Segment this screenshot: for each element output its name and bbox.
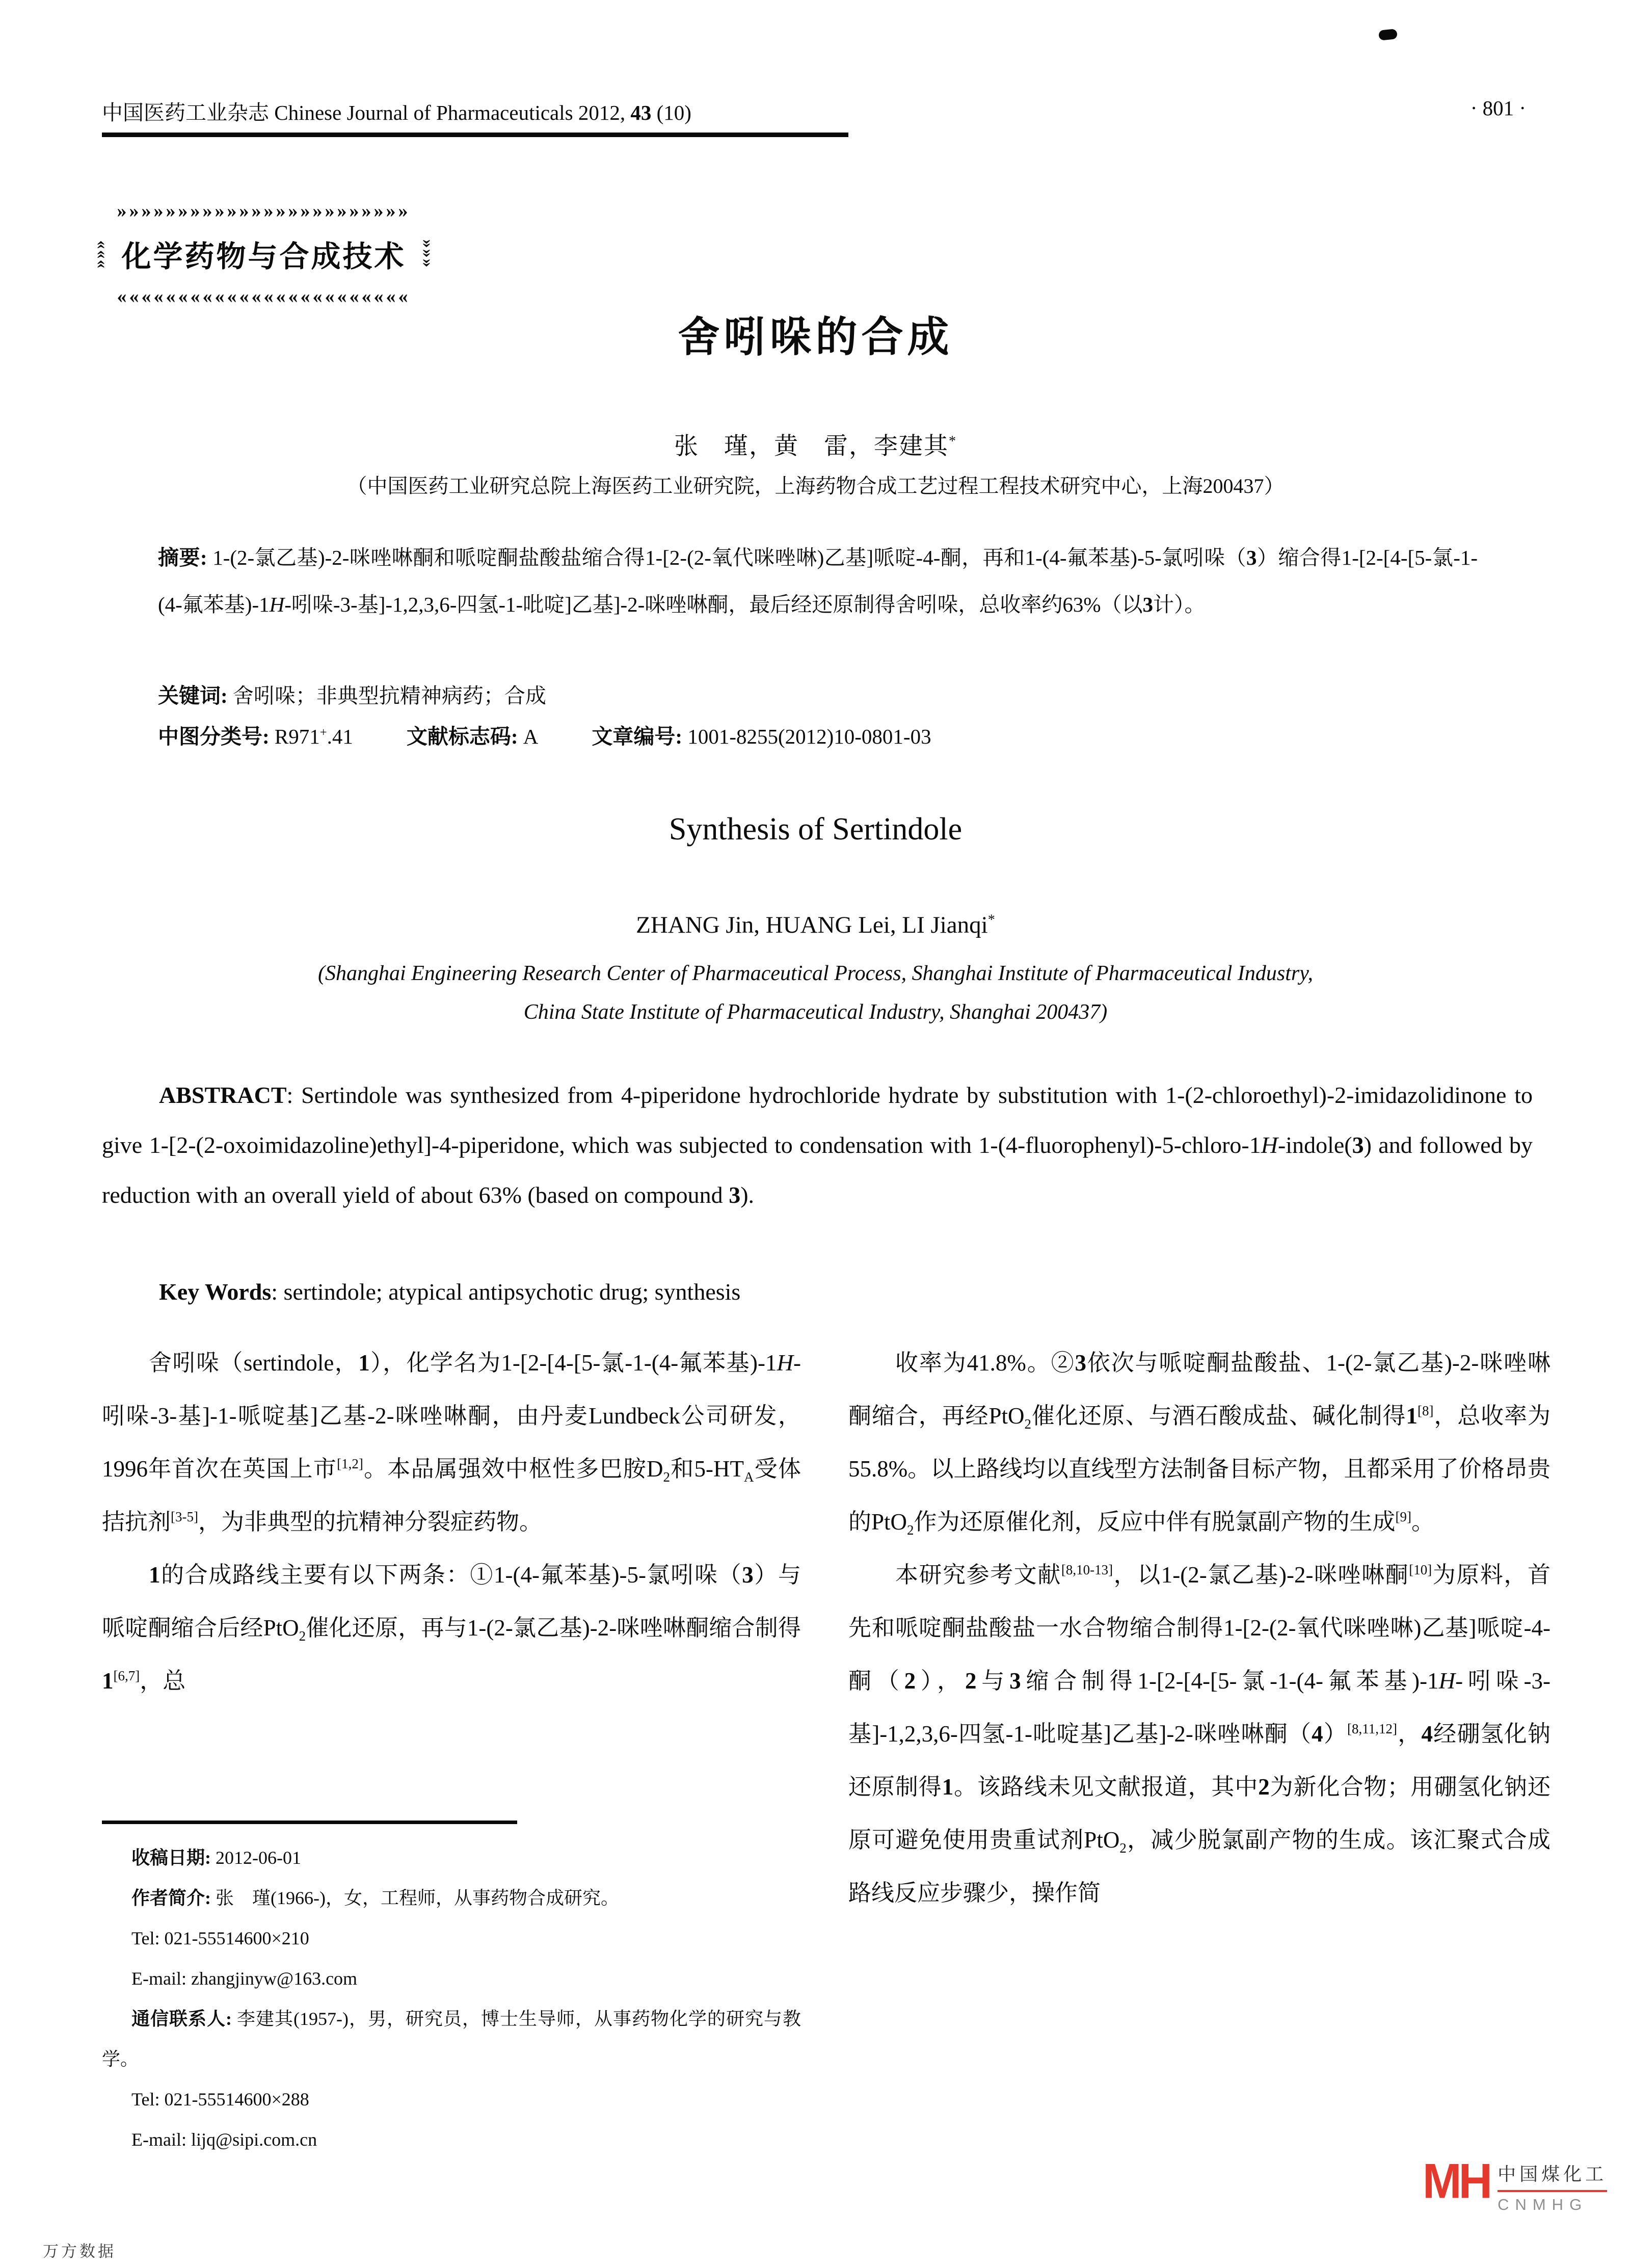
authors-en: ZHANG Jin, HUANG Lei, LI Jianqi* xyxy=(636,912,995,938)
wanfang-watermark: 万方数据 xyxy=(43,2243,116,2260)
footnote-email: E-mail: lijq@sipi.com.cn xyxy=(131,2129,317,2150)
journal-title: 中国医药工业杂志 Chinese Journal of Pharmaceuticals 2012, 43 (10) xyxy=(102,101,691,124)
abstract-en: ABSTRACT: Sertindole was synthesized from 4-piperidone hydrochloride hydrate by substitution with 1-(2-chloroethyl)-2-imidazolidinone to give 1-[2-(2-oxoimidazoline)ethyl]-4-piperidone, which was subjected to condensation with 1-(4-fluorophenyl)-5-chloro-1H-indole(3) and followed by reduction with an overall yield of about 63% (based on compound 3). xyxy=(102,1082,1533,1208)
footnote-email: E-mail: zhangjinyw@163.com xyxy=(131,1968,358,1989)
header-divider xyxy=(102,133,848,137)
clc-number: 中图分类号: R971+.41 xyxy=(158,725,353,748)
cnmhg-logo-text xyxy=(1498,2160,1607,2214)
article-number: 文章编号: 1001-8255(2012)10-0801-03 xyxy=(592,725,931,748)
column-badge xyxy=(90,200,438,307)
badge-border-top: »»»»»»»»»»»»»»»»»»»»»»»» xyxy=(117,200,411,222)
badge-border-left: »»» xyxy=(90,239,109,269)
page-header xyxy=(102,96,1526,126)
body-column-right xyxy=(848,1336,1550,1919)
body-column-left xyxy=(102,1336,801,1707)
classification-row xyxy=(158,720,1478,750)
affiliation-cn: （中国医药工业研究总院上海医药工业研究院，上海药物合成工艺过程工程技术研究中心，上海200437） xyxy=(346,474,1285,497)
cnmhg-logo-cn: 中国煤化工 xyxy=(1498,2160,1607,2192)
badge-border-bottom: «««««««««««««««««««««««« xyxy=(117,286,411,307)
badge-border-right: »»» xyxy=(418,239,438,269)
scan-artifact-dot xyxy=(1378,29,1398,41)
body-paragraph: 本研究参考文献[8,10-13]，以1-(2-氯乙基)-2-咪唑啉酮[10]为原料，首先和哌啶酮盐酸盐一水合物缩合制得1-[2-(2-氧代咪唑啉)乙基]哌啶-4-酮（2），2与3缩合制得1-[2-[4-[5-氯-1-(4-氟苯基)-1H-吲哚-3-基]-1,2,3,6-四氢-1-吡啶基]乙基]-2-咪唑啉酮（4）[8,11,12]，4经硼氢化钠还原制得1。该路线未见文献报道，其中2为新化合物；用硼氢化钠还原可避免使用贵重试剂PtO$_2$，减少脱氯副产物的生成。该汇聚式合成路线反应步骤少，操作简 xyxy=(848,1562,1550,1906)
badge-label: 化学药物与合成技术 xyxy=(121,240,406,273)
footnote-tel: Tel: 021-55514600×288 xyxy=(131,2089,309,2109)
keywords-en: Key Words: sertindole; atypical antipsychotic drug; synthesis xyxy=(159,1279,741,1305)
footnote-divider xyxy=(102,1821,517,1824)
abstract-cn: 摘要: 1-(2-氯乙基)-2-咪唑啉酮和哌啶酮盐酸盐缩合得1-[2-(2-氧代咪唑啉)乙基]哌啶-4-酮，再和1-(4-氟苯基)-5-氯吲哚（3）缩合得1-[2-[4-[5-氯-1-(4-氟苯基)-1H-吲哚-3-基]-1,2,3,6-四氢-1-吡啶]乙基]-2-咪唑啉酮，最后经还原制得舍吲哚，总收率约63%（以3计）。 xyxy=(158,546,1478,616)
footnote-author-bio: 作者简介: 张 瑾(1966-)，女，工程师，从事药物合成研究。 xyxy=(131,1888,619,1908)
body-paragraph: 舍吲哚（sertindole，1），化学名为1-[2-[4-[5-氯-1-(4-氟苯基)-1H-吲哚-3-基]-1-哌啶基]乙基-2-咪唑啉酮，由丹麦Lundbeck公司研发，1996年首次在英国上市[1,2]。本品属强效中枢性多巴胺$D_2$和$5-HT_A$受体拮抗剂[3-5]，为非典型的抗精神分裂症药物。 xyxy=(102,1350,801,1535)
body-paragraph: 1的合成路线主要有以下两条：①1-(4-氟苯基)-5-氯吲哚（3）与哌啶酮缩合后经PtO$_2$催化还原，再与1-(2-氯乙基)-2-咪唑啉酮缩合制得1[6,7]，总 xyxy=(102,1562,801,1694)
footnote-corresponding-author: 通信联系人: 李建其(1957-)，男，研究员，博士生导师，从事药物化学的研究与教学。 xyxy=(102,2009,801,2069)
footnote-tel: Tel: 021-55514600×210 xyxy=(131,1928,309,1948)
cnmhg-logo xyxy=(1423,2154,1608,2214)
affiliation-en-line2: China State Institute of Pharmaceutical Industry, Shanghai 200437) xyxy=(523,1000,1108,1024)
affiliation-en-line1: (Shanghai Engineering Research Center of Pharmaceutical Process, Shanghai Institute of Pharmaceutical Industry, xyxy=(317,962,1314,985)
footnote-received-date: 收稿日期: 2012-06-01 xyxy=(131,1848,301,1868)
page-number: · 801 · xyxy=(1470,96,1526,120)
article-title-cn: 舍吲哚的合成 xyxy=(678,314,953,360)
document-code: 文献标志码: A xyxy=(406,725,539,748)
cnmhg-logo-en: CNMHG xyxy=(1498,2196,1588,2213)
body-paragraph: 收率为41.8%。②3依次与哌啶酮盐酸盐、1-(2-氯乙基)-2-咪唑啉酮缩合，再经PtO$_2$催化还原、与酒石酸成盐、碱化制得1[8]，总收率为55.8%。以上路线均以直线型方法制备目标产物，且都采用了价格昂贵的PtO$_2$作为还原催化剂，反应中伴有脱氯副产物的生成[9]。 xyxy=(848,1350,1550,1538)
authors-cn: 张 瑾，黄 雷，李建其* xyxy=(674,433,957,460)
article-title-en: Synthesis of Sertindole xyxy=(669,812,962,847)
keywords-cn: 关键词: 舍吲哚；非典型抗精神病药；合成 xyxy=(158,684,546,707)
footnote-block xyxy=(102,1838,801,2160)
cnmhg-logo-mark-icon: MH xyxy=(1423,2154,1490,2209)
